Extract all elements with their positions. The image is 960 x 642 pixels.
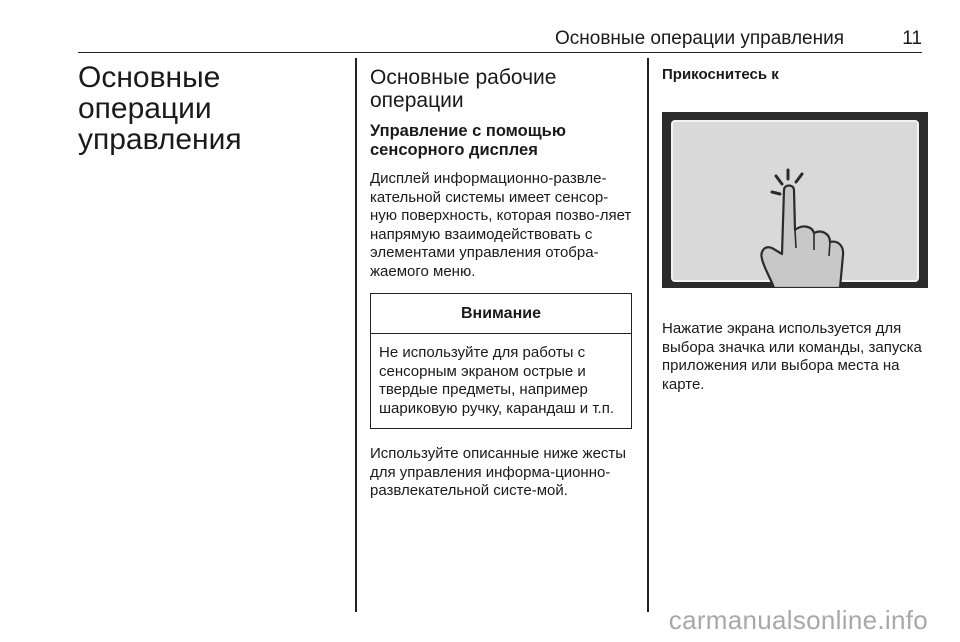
header-title: Основные операции управления xyxy=(555,28,844,49)
intro-paragraph: Дисплей информационно-развле-кательной системы имеет сенсор-ную поверхность, которая позво-ляет напрямую взаимодействовать с элементами управления отобра-жаемого меню. xyxy=(370,170,632,280)
touch-screen-illustration xyxy=(662,112,928,288)
column-divider-left xyxy=(355,58,357,612)
watermark: carmanualsonline.info xyxy=(668,605,928,635)
page-number: 11 xyxy=(902,28,922,49)
subsection-title: Управление с помощью сенсорного дисплея xyxy=(370,122,566,159)
section-title: Основные рабочие операции xyxy=(370,66,557,112)
column-right xyxy=(662,66,932,84)
gesture-heading: Прикоснитесь к xyxy=(662,66,779,83)
notice-box xyxy=(370,293,632,429)
gesture-description: Нажатие экрана используется для выбора значка или команды, запуска приложения или выбора места на карте. xyxy=(662,320,922,393)
column-middle xyxy=(370,66,634,501)
gestures-paragraph: Используйте описанные ниже жесты для управления информа-ционно-развлекательной систе-мой. xyxy=(370,445,627,499)
chapter-title: Основные операции управления xyxy=(78,61,242,156)
notice-title: Внимание xyxy=(371,294,631,334)
column-divider-right xyxy=(647,58,649,612)
notice-text: Не используйте для работы с сенсорным экраном острые и твердые предметы, например шариковую ручку, карандаш и т.п. xyxy=(379,344,614,417)
running-header xyxy=(78,28,922,53)
